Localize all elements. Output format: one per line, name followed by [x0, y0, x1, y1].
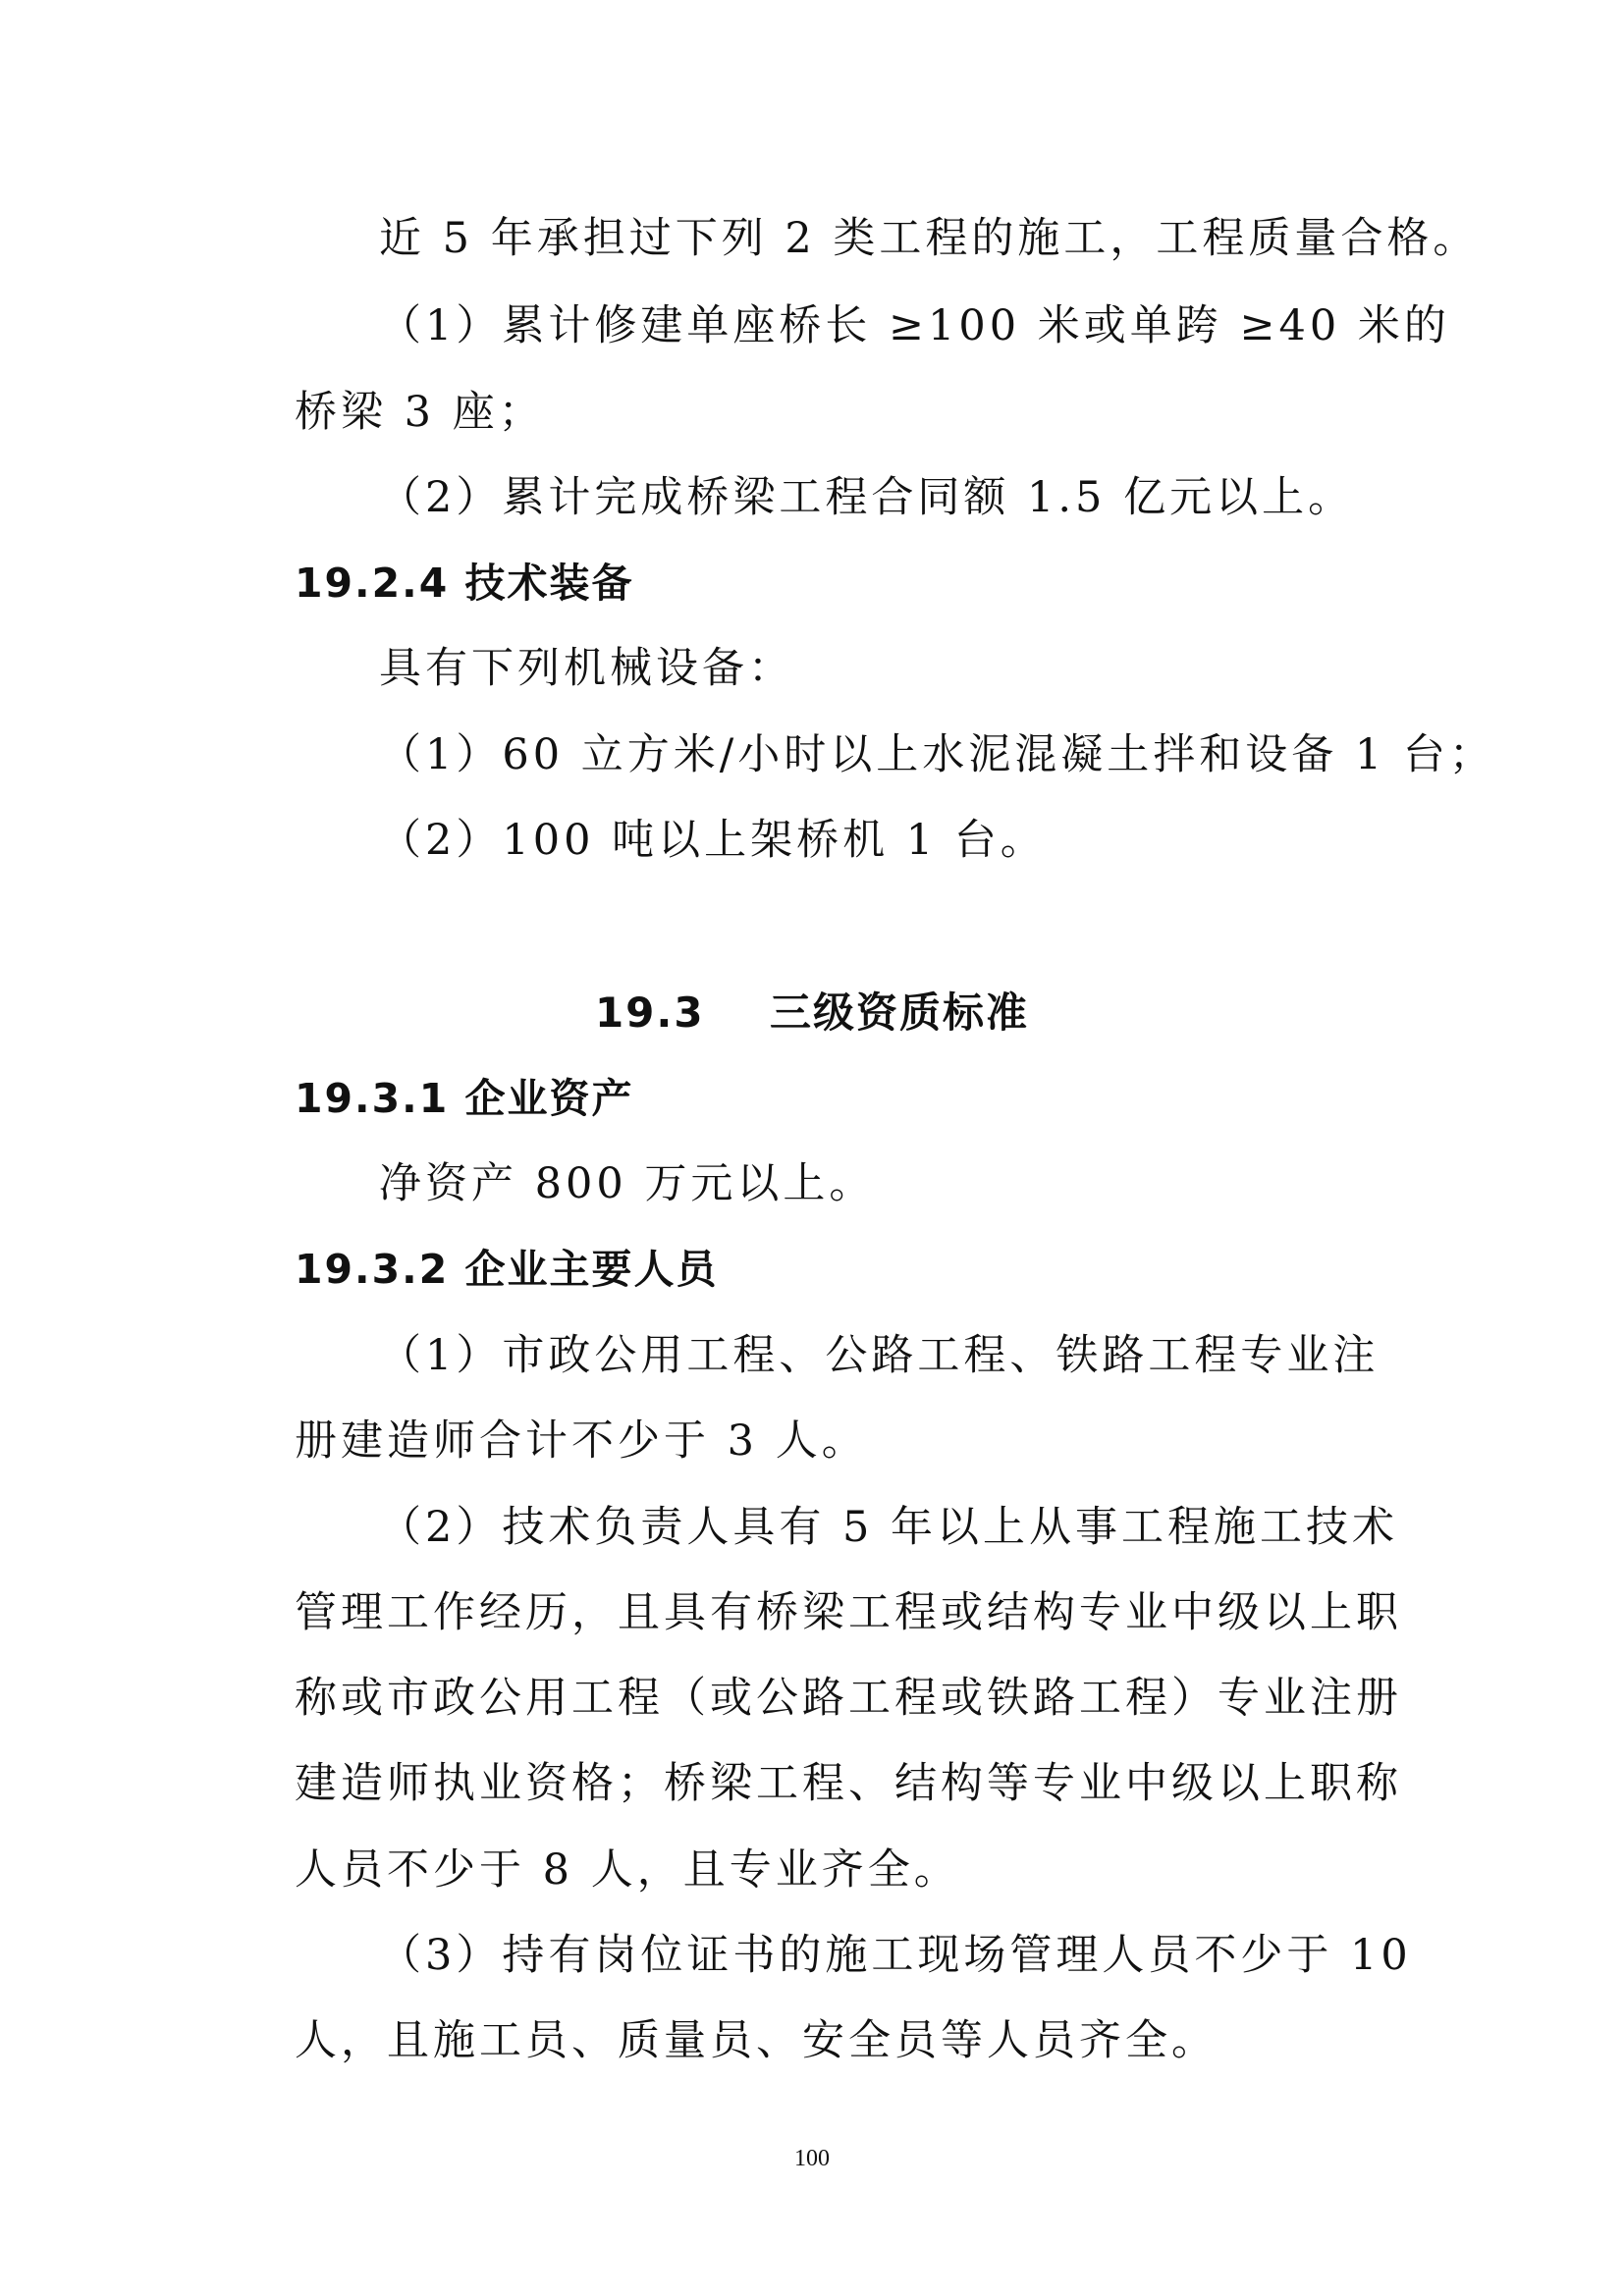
paragraph-line: 具有下列机械设备： — [379, 644, 794, 693]
paragraph-line: （1）累计修建单座桥长 ≥100 米或单跨 ≥40 米的 — [379, 301, 1450, 350]
paragraph-line: 近 5 年承担过下列 2 类工程的施工，工程质量合格。 — [379, 214, 1480, 263]
paragraph-line: （2）技术负责人具有 5 年以上从事工程施工技术 — [379, 1503, 1399, 1552]
paragraph-line: （3）持有岗位证书的施工现场管理人员不少于 10 — [379, 1931, 1412, 1980]
page-number: 100 — [794, 2146, 830, 2171]
subsection-heading-19-3-2: 19.3.2 企业主要人员 — [295, 1246, 719, 1293]
list-item: （2）100 吨以上架桥机 1 台。 — [379, 816, 1047, 865]
paragraph-line: 净资产 800 万元以上。 — [379, 1159, 876, 1208]
section-heading-19-3: 19.3 三级资质标准 — [594, 988, 1030, 1037]
paragraph-line: （2）累计完成桥梁工程合同额 1.5 亿元以上。 — [379, 473, 1355, 522]
paragraph-line: 人员不少于 8 人，且专业齐全。 — [295, 1845, 960, 1895]
paragraph-line: 建造师执业资格；桥梁工程、结构等专业中级以上职称 — [295, 1759, 1402, 1808]
subsection-heading-19-2-4: 19.2.4 技术装备 — [295, 560, 634, 607]
paragraph-line: 管理工作经历，且具有桥梁工程或结构专业中级以上职 — [295, 1588, 1402, 1637]
subsection-heading-19-3-1: 19.3.1 企业资产 — [295, 1075, 634, 1122]
paragraph-line: 人，且施工员、质量员、安全员等人员齐全。 — [295, 2016, 1218, 2065]
paragraph-line: 桥梁 3 座； — [295, 388, 545, 437]
paragraph-line: 册建造师合计不少于 3 人。 — [295, 1416, 868, 1466]
paragraph-line: （1）市政公用工程、公路工程、铁路工程专业注 — [379, 1331, 1380, 1380]
list-item: （1）60 立方米/小时以上水泥混凝土拌和设备 1 台； — [379, 730, 1495, 779]
paragraph-line: 称或市政公用工程（或公路工程或铁路工程）专业注册 — [295, 1674, 1402, 1723]
